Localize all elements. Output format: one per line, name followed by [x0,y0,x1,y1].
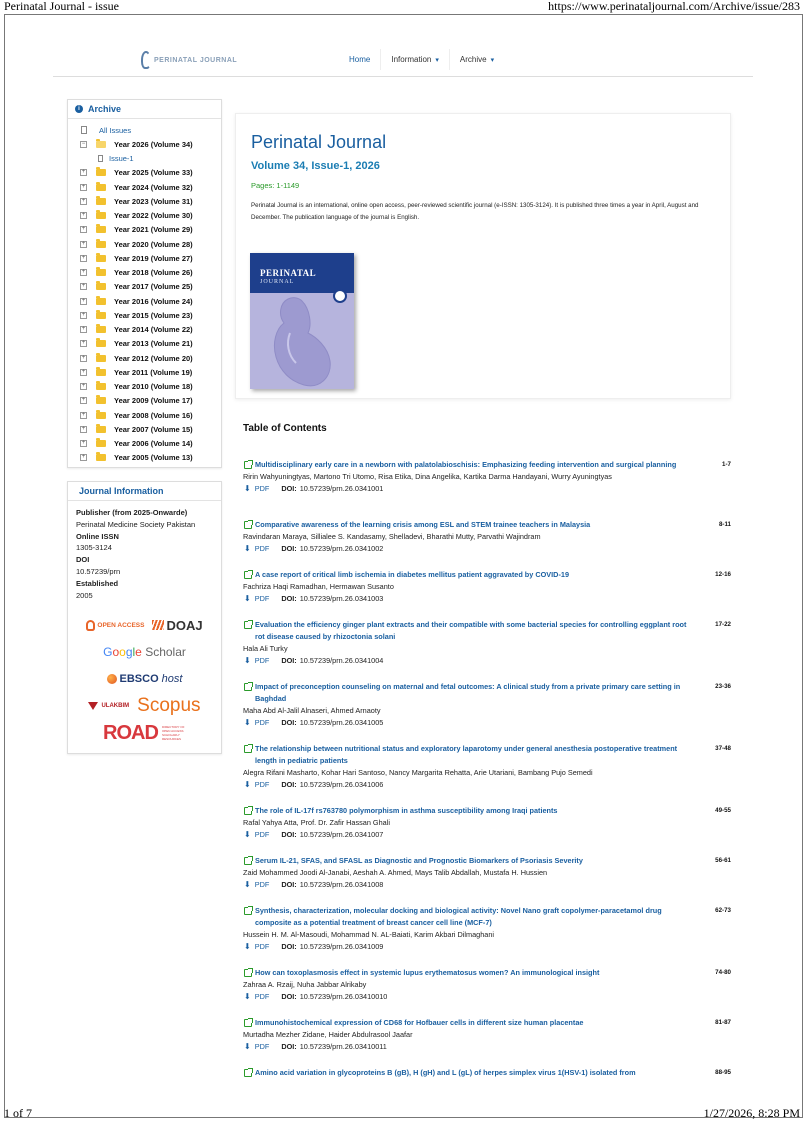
open-access-text: OPEN ACCESS [97,621,145,629]
gs-scholar-word: Scholar [141,645,186,660]
download-icon[interactable]: ⬇ [244,484,251,493]
article-entry [243,1067,733,1079]
archive-year-row[interactable] [68,294,221,308]
download-icon[interactable]: ⬇ [244,544,251,553]
article-links [243,483,733,495]
article-title-link[interactable]: The relationship between nutritional status and exploratory laparotomy under general anesthesia postoperative treatment length in pediatric patients [255,744,678,765]
pdf-link[interactable]: PDF [254,780,270,789]
folder-icon [96,355,106,362]
article-entry [243,855,733,891]
archive-year-row[interactable] [68,380,221,394]
doi-label: DOI: [281,718,297,727]
pdf-link[interactable]: PDF [254,830,270,839]
pdf-link[interactable]: PDF [254,656,270,665]
ebsco-text: EBSCO [119,673,159,686]
article-pages: 23-36 [715,683,731,690]
article-authors: Ravindaran Maraya, Sillialee S. Kandasamy, Shelladevi, Bharathi Mutty, Parvathi Wajindram [243,532,541,541]
external-link-icon [244,1019,252,1027]
badge-row-3 [107,669,183,689]
download-icon[interactable]: ⬇ [244,830,251,839]
article-title-link[interactable]: How can toxoplasmosis effect in systemic lupus erythematosus women? An immunological insight [255,968,600,977]
badge-row-4 [88,696,200,716]
nav-archive[interactable] [449,49,504,70]
external-link-icon [244,521,252,529]
archive-year-row[interactable] [68,408,221,422]
expand-icon[interactable]: + [81,240,86,247]
article-authors: Murtadha Mezher Zidane, Haider Abdulrasool Jaafar [243,1030,413,1039]
doaj-bars-icon [152,620,164,630]
archive-year-label: Year 2025 (Volume 33) [114,168,193,178]
archive-year-label: Year 2022 (Volume 30) [114,211,193,221]
expand-icon[interactable]: + [81,326,86,333]
ulakbim-text: ULAKBIM [101,703,130,710]
article-authors: Alegra Rifani Masharto, Kohar Hari Santoso, Nancy Margarita Rehatta, Arie Utariani, Bambang Pujo Semedi [243,768,593,777]
article-title-link[interactable]: Synthesis, characterization, molecular docking and biological activity: Novel Nano graft copolymer-paracetamol drug composite as a potential treatment of breast cancer cell line (MCF-7) [255,906,662,927]
folder-icon [96,312,106,319]
journal-description: Perinatal Journal is an international, online open access, peer-reviewed scientific journal (e-ISSN: 1305-3124). It is published three times a year in April, August and December. The publication language of the journal is English. [251,202,699,221]
article-title-link[interactable]: Evaluation the efficiency ginger plant extracts and their compatible with some bacterial species for controlling eggplant root rot disease caused by rhizoctonia solani [255,620,687,641]
folder-icon [96,383,106,390]
issue-pages: Pages: 1-1149 [251,181,300,190]
folder-icon [96,269,106,276]
expand-icon[interactable]: + [81,397,86,404]
folder-icon [96,212,106,219]
ulakbim-triangle-icon [88,702,98,710]
expand-icon[interactable]: + [81,212,86,219]
article-entry [243,1017,733,1053]
article-pages: 8-11 [718,521,731,528]
collapse-icon[interactable]: − [81,140,86,147]
article-pages: 17-22 [715,621,731,628]
article-title-row [243,459,733,471]
road-logo[interactable] [103,722,186,745]
archive-panel-heading [68,100,221,119]
expand-icon[interactable]: + [81,169,86,176]
document-icon [81,126,87,134]
doi-label: DOI: [281,594,297,603]
folder-icon [96,298,106,305]
main-nav [339,49,504,70]
doi-label: DOI [76,555,90,565]
issue-card [235,113,731,399]
archive-year-label: Year 2014 (Volume 22) [114,325,193,335]
folder-icon [96,340,106,347]
download-icon[interactable]: ⬇ [244,942,251,951]
issn-label: Online ISSN [76,531,119,541]
article-entry [243,905,733,953]
journal-title: Perinatal Journal [251,132,387,152]
archive-panel [67,99,222,468]
archive-year-row[interactable] [68,323,221,337]
article-pages: 1-7 [722,461,731,468]
folder-icon [96,255,106,262]
archive-year-label: Year 2018 (Volume 26) [114,268,193,278]
archive-year-row[interactable] [68,280,221,294]
article-entry [243,805,733,841]
issue-cover-image [250,253,354,389]
article-entry [243,743,733,791]
archive-year-label: Year 2016 (Volume 24) [114,296,193,306]
archive-year-label: Year 2012 (Volume 20) [114,353,193,363]
article-title-link[interactable]: Multidisciplinary early care in a newborn with palatolabioschisis: Emphasizing feeding intervention and surgical planning [255,460,677,469]
nav-information-label: Information [391,55,432,64]
expand-icon[interactable]: + [81,226,86,233]
print-datetime: 1/27/2026, 8:28 PM [703,1106,800,1120]
article-doi: 10.57239/prn.26.0341006 [299,780,384,789]
caret-down-icon: ▾ [490,57,495,64]
cover-subtitle: JOURNAL [260,279,295,285]
document-icon [98,155,103,162]
article-title-row [243,805,733,817]
article-doi: 10.57239/prn.26.03410010 [299,992,388,1001]
pdf-link[interactable]: PDF [254,880,270,889]
ulakbim-logo[interactable] [88,702,129,710]
nav-information[interactable] [380,49,449,70]
issue-volume: Volume 34, Issue-1, 2026 [251,160,380,172]
toc-heading: Table of Contents [243,423,327,434]
expand-icon[interactable]: + [81,440,86,447]
article-doi: 10.57239/prn.26.03410011 [299,1042,387,1051]
folder-icon [96,184,106,191]
doi-label: DOI: [281,992,297,1001]
gs-letter: o [119,645,126,660]
archive-year-label: Year 2006 (Volume 14) [114,439,193,449]
ebsco-logo[interactable] [107,673,183,685]
open-access-logo[interactable] [86,620,144,631]
article-pages: 37-48 [715,745,731,752]
expand-icon[interactable]: + [81,254,86,261]
expand-icon[interactable]: + [81,311,86,318]
print-header [0,0,804,14]
archive-year-row[interactable] [68,365,221,379]
article-doi: 10.57239/prn.26.0341005 [299,718,384,727]
ebsco-host-text: host [161,673,183,686]
doaj-logo[interactable] [152,618,202,633]
pregnant-silhouette-icon [250,293,354,389]
archive-year-row[interactable] [68,437,221,451]
article-title-link[interactable]: Immunohistochemical expression of CD68 for Hofbauer cells in different size human placentae [255,1018,584,1027]
folder-icon [96,440,106,447]
road-subtext: DIRECTORY OF OPEN ACCESS SCHOLARLY RESOURCES [161,725,185,742]
article-doi: 10.57239/prn.26.0341003 [299,594,384,603]
indexing-logos [68,609,221,753]
archive-year-label: Year 2019 (Volume 27) [114,253,193,263]
article-title-row [243,743,733,767]
archive-year-label: Year 2023 (Volume 31) [114,196,193,206]
established-value: 2005 [76,590,93,600]
doi-label: DOI: [281,656,297,665]
doaj-text: DOAJ [166,617,203,633]
article-authors: Maha Abd Al-Jalil Alnaseri, Ahmed Arnaoty [243,706,381,715]
external-link-icon [244,683,252,691]
folder-icon [96,397,106,404]
doi-label: DOI: [281,830,297,839]
article-entry [243,459,733,495]
expand-icon[interactable]: + [81,183,86,190]
gs-letter: o [112,645,120,660]
page-frame [4,14,803,1118]
article-doi: 10.57239/prn.26.0341008 [299,880,384,889]
badge-row-1 [86,615,202,635]
all-issues-link[interactable]: All Issues [99,125,132,135]
archive-year-label: Year 2013 (Volume 21) [114,339,193,349]
article-links [243,1041,733,1053]
archive-year-row[interactable] [68,180,221,194]
article-pages: 81-87 [715,1019,731,1026]
download-icon[interactable]: ⬇ [244,656,251,665]
download-icon[interactable]: ⬇ [244,718,251,727]
doi-label: DOI: [281,544,297,553]
article-title-row [243,1067,733,1079]
sidebar [67,99,222,754]
external-link-icon [244,461,252,469]
doi-value: 10.57239/prn [76,566,121,576]
external-link-icon [244,621,252,629]
folder-icon [96,169,106,176]
article-pages: 12-16 [715,571,731,578]
article-title-row [243,1017,733,1029]
folder-icon [96,198,106,205]
expand-icon[interactable]: + [81,383,86,390]
article-title-link[interactable]: A case report of critical limb ischemia in diabetes mellitus patient aggravated by COVID-19 [255,570,569,579]
doi-label: DOI: [281,1042,297,1051]
external-link-icon [244,807,252,815]
archive-all-issues-row[interactable] [68,123,221,137]
article-title-link[interactable]: Comparative awareness of the learning crisis among ESL and STEM trainee teachers in Malaysia [255,520,591,529]
archive-year-current-label: Year 2026 (Volume 34) [114,139,193,149]
archive-year-label: Year 2021 (Volume 29) [114,225,193,235]
pdf-link[interactable]: PDF [254,594,270,603]
article-entry [243,569,733,605]
expand-icon[interactable]: + [81,425,86,432]
expand-icon[interactable]: + [81,354,86,361]
caret-down-icon: ▾ [435,57,439,64]
folder-icon [96,226,106,233]
archive-tree [68,119,221,467]
print-page-title: Perinatal Journal - issue [4,0,119,13]
info-icon: i [75,105,83,113]
archive-year-row[interactable] [68,337,221,351]
scopus-logo[interactable]: Scopus [137,695,201,717]
archive-year-row[interactable] [68,166,221,180]
publisher-label: Publisher (from 2025-Onwarde) [76,508,188,517]
folder-icon [96,426,106,433]
article-links [243,991,733,1003]
external-link-icon [244,1069,252,1077]
download-icon[interactable]: ⬇ [244,780,251,789]
article-title-row [243,519,733,531]
archive-year-label: Year 2020 (Volume 28) [114,239,193,249]
folder-icon [96,283,106,290]
gs-letter: g [125,645,133,660]
article-authors: Fachriza Haqi Ramadhan, Hermawan Susanto [243,582,394,591]
archive-issue-row[interactable] [68,152,221,166]
external-link-icon [244,745,252,753]
archive-year-row[interactable] [68,194,221,208]
expand-icon[interactable]: + [81,269,86,276]
expand-icon[interactable]: + [81,340,86,347]
logo-mark-icon [141,51,151,69]
pdf-link[interactable]: PDF [254,1042,270,1051]
pdf-link[interactable]: PDF [254,544,270,553]
article-title-row [243,855,733,867]
article-links [243,779,733,791]
top-navbar [53,45,753,77]
archive-year-label: Year 2024 (Volume 32) [114,182,193,192]
gs-letter: G [103,645,113,660]
download-icon[interactable]: ⬇ [244,880,251,889]
article-title-link[interactable]: Serum IL-21, SFAS, and SFASL as Diagnostic and Prognostic Biomarkers of Psoriasis Severity [255,856,583,865]
gs-letter: l [132,645,136,660]
article-entry [243,681,733,729]
article-authors: Zahraa A. Rzaij, Nuha Jabbar Alrikaby [243,980,367,989]
archive-year-label: Year 2008 (Volume 16) [114,410,193,420]
journal-info-panel [67,481,222,754]
article-authors: Ririn Wahyuningtyas, Martono Tri Utomo, Risa Etika, Dina Angelika, Kartika Darma Handayani, Wurry Ayuningtyas [243,472,612,481]
archive-year-label: Year 2010 (Volume 18) [114,382,193,392]
expand-icon[interactable]: + [81,283,86,290]
archive-year-row[interactable] [68,223,221,237]
article-title-link[interactable]: Amino acid variation in glycoproteins B (gB), H (gH) and L (gL) of herpes simplex virus 1(HSV-1) isolated from [255,1068,636,1077]
ebsco-ball-icon [107,674,117,684]
article-title-row [243,619,733,643]
archive-year-current[interactable] [68,137,221,151]
cover-title: PERINATAL [260,268,317,278]
archive-year-row[interactable] [68,451,221,465]
article-title-link[interactable]: Impact of preconception counseling on maternal and fetal outcomes: A clinical study from a private primary care setting in Baghdad [255,682,681,703]
badge-row-2 [103,642,186,662]
archive-year-row[interactable] [68,394,221,408]
article-authors: Rafal Yahya Atta, Prof. Dr. Zafir Hassan Ghali [243,818,390,827]
expand-icon[interactable]: + [81,297,86,304]
article-title-row [243,681,733,705]
archive-year-row[interactable] [68,308,221,322]
download-icon[interactable]: ⬇ [244,1042,251,1051]
established-label: Established [76,578,119,588]
article-doi: 10.57239/prn.26.0341001 [299,484,384,493]
article-links [243,879,733,891]
download-icon[interactable]: ⬇ [244,992,251,1001]
article-entry [243,519,733,555]
gs-letter: e [135,645,142,660]
article-links [243,941,733,953]
expand-icon[interactable]: + [81,411,86,418]
article-pages: 56-61 [715,857,731,864]
archive-heading: Archive [88,104,122,114]
article-entry [243,619,733,667]
site-logo[interactable] [141,51,237,69]
print-page-number: 1 of 7 [4,1106,32,1120]
article-title-row [243,967,733,979]
archive-year-row[interactable] [68,237,221,251]
folder-icon [96,326,106,333]
article-pages: 62-73 [715,907,731,914]
article-authors: Hala Ali Turky [243,644,288,653]
archive-year-row[interactable] [68,209,221,223]
archive-year-row[interactable] [68,422,221,436]
article-doi: 10.57239/prn.26.0341002 [299,544,384,553]
pdf-link[interactable]: PDF [254,718,270,727]
article-links [243,543,733,555]
archive-year-list [68,166,221,465]
archive-year-label: Year 2017 (Volume 25) [114,282,193,292]
archive-year-row[interactable] [68,266,221,280]
open-lock-icon [86,620,95,631]
article-title-link[interactable]: The role of IL-17f rs763780 polymorphism in asthma susceptibility among Iraqi patients [255,806,558,815]
article-pages: 49-55 [715,807,731,814]
folder-icon [96,454,106,461]
issn-value: 1305-3124 [76,543,112,553]
article-title-row [243,905,733,929]
journal-info-heading: Journal Information [68,482,221,501]
pdf-link[interactable]: PDF [254,992,270,1001]
pdf-link[interactable]: PDF [254,484,270,493]
folder-icon [96,241,106,248]
external-link-icon [244,857,252,865]
doi-label: DOI: [281,880,297,889]
publisher-value: Perinatal Medicine Society Pakistan [76,519,196,529]
external-link-icon [244,969,252,977]
expand-icon[interactable]: + [81,454,86,461]
external-link-icon [244,907,252,915]
article-title-row [243,569,733,581]
article-doi: 10.57239/prn.26.0341007 [299,830,384,839]
folder-open-icon [96,141,106,148]
article-links [243,829,733,841]
nav-archive-label: Archive [459,55,487,64]
article-pages: 74-80 [715,969,731,976]
road-text: ROAD [103,721,158,744]
archive-year-label: Year 2009 (Volume 17) [114,396,193,406]
logo-text: PERINATAL JOURNAL [154,56,238,64]
doi-label: DOI: [281,780,297,789]
print-page-url: https://www.perinataljournal.com/Archive/issue/283 [548,0,800,13]
article-pages: 88-95 [715,1069,731,1076]
folder-icon [96,412,106,419]
doi-label: DOI: [281,484,297,493]
badge-row-5 [103,723,186,743]
article-authors: Hussein H. M. Al-Masoudi, Mohammad N. AL-Baiati, Karim Akbari Dilmaghani [243,930,495,939]
archive-year-row[interactable] [68,251,221,265]
article-links [243,655,733,667]
article-doi: 10.57239/prn.26.0341004 [299,656,384,665]
nav-home[interactable]: Home [349,55,371,64]
archive-year-label: Year 2015 (Volume 23) [114,310,193,320]
expand-icon[interactable]: + [81,368,86,375]
print-footer [0,1106,804,1120]
external-link-icon [244,571,252,579]
pdf-link[interactable]: PDF [254,942,270,951]
expand-icon[interactable]: + [81,197,86,204]
issue-link[interactable]: Issue-1 [109,154,134,164]
article-links [243,593,733,605]
journal-info-body [68,501,221,609]
article-authors: Zaid Mohammed Joodi Al-Janabi, Aeshah A. Ahmed, Mays Talib Abdallah, Mustafa H. Hussien [243,868,548,877]
archive-year-row[interactable] [68,351,221,365]
archive-year-label: Year 2005 (Volume 13) [114,453,193,463]
download-icon[interactable]: ⬇ [244,594,251,603]
article-links [243,717,733,729]
article-doi: 10.57239/prn.26.0341009 [299,942,384,951]
folder-icon [96,369,106,376]
doi-label: DOI: [281,942,297,951]
archive-year-label: Year 2007 (Volume 15) [114,424,193,434]
article-entry [243,967,733,1003]
archive-year-label: Year 2011 (Volume 19) [114,367,193,377]
google-scholar-logo[interactable] [103,645,186,659]
